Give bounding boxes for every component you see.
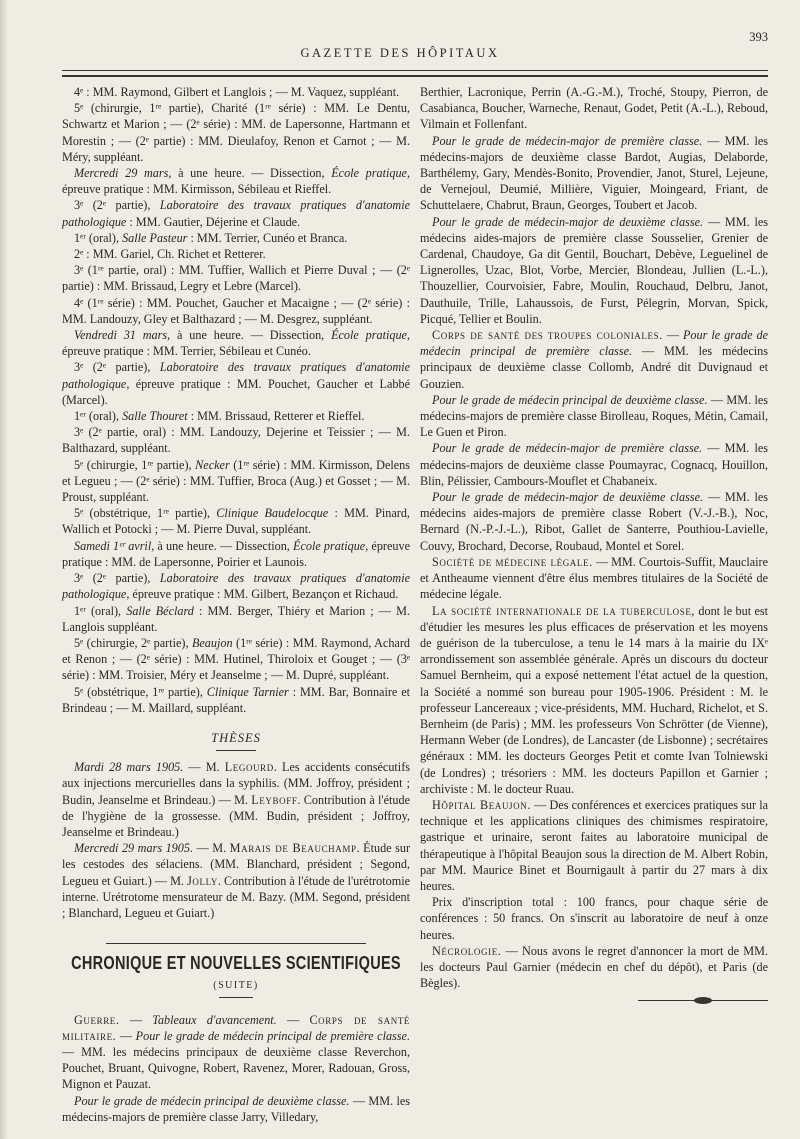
chronique-rule [106,943,366,944]
page-edge-shadow [0,0,8,1139]
paragraph: 5ᵉ (chirurgie, 1ʳᵉ partie), Charité (1ʳᵉ série) : MM. Le Dentu, Schwartz et Marion ; — (2ᵉ série) : MM. de Lapersonne, Hartmann et Morestin ; — (2ᵉ partie) : MM. Dieulafoy, Renon et Carnot ; — M. Méry, suppléant. [62,101,410,164]
paragraph: Mercredi 29 mars 1905. — M. Marais de Beauchamp. Étude sur les cestodes des sélaciens. (MM. Blanchard, président ; Segond, Legueu et Guiart.) — M. Jolly. Contribution à l'étude de l'urétrotomie interne. Urétrotome mensurateur de M. Bazy. (MM. Segond, président ; Blanchard, Legueu et Guiart.) [62,841,411,920]
section-title-theses: THÈSES [211,730,261,745]
running-head: GAZETTE DES HÔPITAUX [300,46,500,60]
date-label: Mercredi 29 mars 1905. [74,841,194,856]
paragraph: Mardi 28 mars 1905. — M. Legourd. Les accidents consécutifs aux injections mercurielles dans la syphilis. (MM. Joffroy, président ; Budin, Jeanselme et Brindeau.) — M. Leyboff. Contribution à l'étude de l'hygiène de la grossesse. (MM. Budin, président ; Joffroy, Jeanselme et Brindeau.) [62,760,410,839]
paragraph: Vendredi 31 mars, à une heure. — Dissection, École pratique, épreuve pratique : MM. Terrier, Sébileau et Cunéo. [62,328,411,359]
page-number: 393 [749,30,768,44]
header-rule-thick [62,75,768,77]
paragraph: 1ᵉʳ (oral), Salle Pasteur : MM. Terrier, Cunéo et Branca. [74,230,348,245]
section-rule [216,750,256,751]
left-column [62,84,410,1125]
chronique-header [62,943,410,997]
paragraph: 5ᵉ (chirurgie, 2ᵉ partie), Beaujon (1ʳᵉ série) : MM. Raymond, Achard et Renon ; — (2ᵉ série) : MM. Hutinel, Thiroloix et Gouget ; — (3ᵉ série) : MM. Troisier, Méry et Jeanselme ; — M. Dupré, suppléant. [62,635,410,683]
paragraph: 3ᵉ (2ᵉ partie, oral) : MM. Landouzy, Dejerine et Teissier ; — M. Balthazard, suppléant. [62,425,410,456]
paragraph: Samedi 1ᵉʳ avril, à une heure. — Dissection, École pratique, épreuve pratique : MM. de Lapersonne, Poirier et Launois. [62,538,410,569]
paragraph: 3ᵉ (2ᵉ partie), Laboratoire des travaux pratiques d'anatomie pathologique : MM. Gautier, Déjerine et Claude. [62,198,410,229]
paragraph: 5ᵉ (chirurgie, 1ʳᵉ partie), Necker (1ʳᵉ série) : MM. Kirmisson, Delens et Legueu ; — (2ᵉ série) : MM. Tuffier, Broca (Aug.) et Gosset ; — M. Proust, suppléant. [62,457,410,505]
paragraph: Société de médecine légale. — MM. Courtois-Suffit, Mauclaire et Antheaume viennent d'être élus membres titulaires de la Société de médecine légale. [420,554,769,602]
paragraph: 5ᵉ (obstétrique, 1ʳᵉ partie), Clinique Baudelocque : MM. Pinard, Wallich et Potocki ; — M. Pierre Duval, suppléant. [62,506,410,537]
paragraph: Guerre. — Tableaux d'avancement. — Corps de santé militaire. — Pour le grade de médecin principal de première classe. — MM. les médecins principaux de deuxième classe Reverchon, Pouchet, Bruant, Quivogne, Robert, Ravenez, Morer, Radouan, Gross, Mignon et Pauzat. [62,1012,411,1092]
paragraph: Pour le grade de médecin-major de deuxième classe. — MM. les médecins aides-majors de première classe Sousselier, Grenier de Cardenal, Chaudoye, Ga dit Gentil, Bouchart, Debève, Leguelinel de Lignerolles, Uzac, Blot, Vorbe, Mercier, Blondeau, Jullien (L.-L.), Thouzellier, Courvoisier, Fabre, Moulin, Rouchaud, Delbru, Janot, Dauthuile, Trille, Lahaussois, de Furst, Pélegrin, Morvan, Spick, Picqué, Tellier et Boulin. [420,214,769,326]
paragraph: 3ᵉ (2ᵉ partie), Laboratoire des travaux pratiques d'anatomie pathologique, épreuve pratique : MM. Gilbert, Bezançon et Richaud. [62,571,410,602]
paragraph: 3ᵉ (1ʳᵉ partie, oral) : MM. Tuffier, Wallich et Pierre Duval ; — (2ᵉ partie) : MM. Brissaud, Legry et Lebre (Marcel). [62,263,410,294]
chronique-small-rule [219,997,253,998]
paragraph: 2ᵉ : MM. Gariel, Ch. Richet et Retterer. [74,247,266,262]
paragraph: Pour le grade de médecin principal de deuxième classe. — MM. les médecins-majors de première classe Jarry, Villedary, [62,1093,410,1124]
paragraph: Pour le grade de médecin-major de première classe. — MM. les médecins-majors de deuxième classe Bardot, Augias, Delaborde, Barthélemy, Gary, Mendès-Bonito, Provendier, Janot, Sturel, Lejeune, de Vernejoul, Deumié, Millière, Viguier, Moingeard, Friant, de Schuttelaere, Chabrut, Braun, Georges, Toubert et Jacob. [420,133,769,213]
date-label: Vendredi 31 mars, [74,328,171,343]
chronique-subtitle: (SUITE) [213,980,259,992]
paragraph: 4ᵉ (1ʳᵉ série) : MM. Pouchet, Gaucher et Macaigne ; — (2ᵉ série) : MM. Landouzy, Gley et Balthazard ; — M. Desgrez, suppléant. [62,295,410,326]
paragraph: Hôpital Beaujon. — Des conférences et exercices pratiques sur la technique et les applications cliniques des chimismes respiratoire, gastrique et urinaire, seront faites au laboratoire municipal de thérapeutique à l'hôpital Beaujon sous la direction de M. Albert Robin, par MM. Maurice Binet et Bournigault à partir du 27 mars à dix heures. [420,797,768,893]
paragraph: Mercredi 29 mars, à une heure. — Dissection, École pratique, épreuve pratique : MM. Kirmisson, Sébileau et Rieffel. [62,166,410,197]
chronique-title: CHRONIQUE ET NOUVELLES SCIENTIFIQUES [71,954,401,975]
paragraph: Corps de santé des troupes coloniales. — Pour le grade de médecin principal de première classe. — MM. les médecins principaux de deuxième classe Collomb, André dit Duvignaud et Gouzien. [420,328,769,391]
paragraph: 4ᵉ : MM. Raymond, Gilbert et Langlois ; — M. Vaquez, suppléant. [74,85,400,99]
paragraph: 3ᵉ (2ᵉ partie), Laboratoire des travaux pratiques d'anatomie pathologique, épreuve pratique : MM. Pouchet, Gaucher et Labbé (Marcel). [62,360,410,407]
paragraph: Pour le grade de médecin-major de première classe. — MM. les médecins-majors de deuxième classe Poumayrac, Cognacq, Houillon, Blin, Pélissier, Cambours-Mouflet et Chabaneix. [420,441,769,488]
paragraph: La société internationale de la tuberculose, dont le but est d'étudier les mesures les plus efficaces de préservation et les moyens de guérison de la tuberculose, a tenu le 14 mars à la mairie du IXᵉ arrondissement son assemblée générale. Après un discours du docteur Samuel Bernheim, qui a exposé nettement l'état actuel de la question, la Société a nommé son bureau pour 1905-1906. Président : M. le professeur Lancereaux ; vice-présidents, MM. Huchard, Richelot, et S. Bernheim (de Paris) ; MM. les professeurs Von Schrötter (de Vienne), Hermann Weber (de Londres), de Lancaster (de Lisbonne) ; secrétaires généraux : MM. les docteurs Georges Petit et comte Ivan Tolniewski (de Londres) ; trésoriers : MM. les docteurs Papillon et Garnier ; archiviste : M. le docteur Ruau. [420,603,768,796]
date-label: Samedi 1ᵉʳ avril, [74,538,155,553]
header-rule [62,70,768,71]
end-ornament [638,997,768,1005]
paragraph: 1ᵉʳ (oral), Salle Thouret : MM. Brissaud, Retterer et Rieffel. [74,409,365,424]
paragraph: Berthier, Lacronique, Perrin (A.-G.-M.), Troché, Stoupy, Pierron, de Casabianca, Boucher, Warneche, Renaut, Godet, Petit (A.-L.), Reboud, Vilmain et Follenfant. [420,85,768,132]
right-column [420,84,768,1005]
date-label: Mercredi 29 mars, [74,166,172,181]
paragraph: 1ᵉʳ (oral), Salle Béclard : MM. Berger, Thiéry et Marion ; — M. Langlois suppléant. [62,603,410,634]
paragraph: Nécrologie. — Nous avons le regret d'annoncer la mort de MM. les docteurs Paul Garnier (médecin en chef du dépôt), et Paris (de Bègles). [420,943,768,991]
date-label: Mardi 28 mars 1905. [74,760,184,775]
paragraph: 5ᵉ (obstétrique, 1ʳᵉ partie), Clinique Tarnier : MM. Bar, Bonnaire et Brindeau ; — M. Maillard, suppléant. [62,684,411,715]
paragraph: Pour le grade de médecin-major de deuxième classe. — MM. les médecins aides-majors de première classe Robert (V.-J.-B.), Noc, Bernard (N.-P.-J.-L.), Ribot, Gallet de Santerre, Pouthiou-Lavielle, Couvy, Brochard, Decorse, Roubaud, Montel et Sorel. [420,490,769,553]
paragraph: Prix d'inscription total : 100 francs, pour chaque série de conférences : 50 francs. On s'inscrit au laboratoire de neuf à onze heures. [420,895,768,942]
paragraph: Pour le grade de médecin principal de deuxième classe. — MM. les médecins-majors de première classe Birolleau, Roques, Métin, Camail, Le Guen et Piron. [420,392,768,440]
